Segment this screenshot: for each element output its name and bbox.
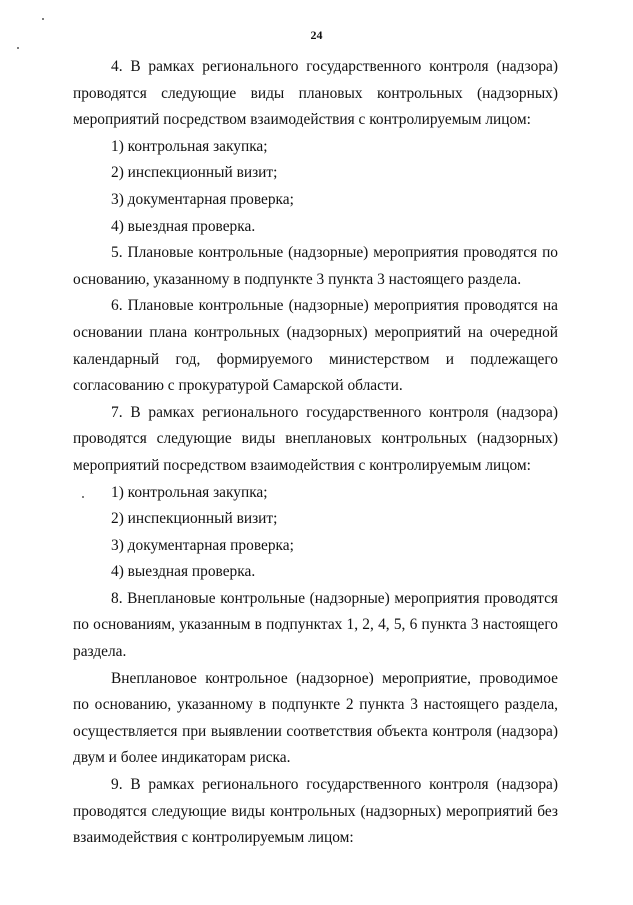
paragraph: 5. Плановые контрольные (надзорные) мероприятия проводятся по основанию, указанному в подпункте 3 пункта 3 настоящего раздела. [73, 244, 558, 288]
list-item: 4) выездная проверка. [111, 217, 256, 235]
paragraph: 8. Внеплановые контрольные (надзорные) мероприятия проводятся по основаниям, указанным в подпунктах 1, 2, 4, 5, 6 пункта 3 настоящего раздела. [73, 589, 558, 661]
list-item: 1) контрольная закупка; [111, 137, 268, 155]
paragraph: Внеплановое контрольное (надзорное) мероприятие, проводимое по основанию, указанному в подпункте 2 пункта 3 настоящего раздела, осуществляется при выявлении соответствия объекта контроля (надзора) двум и более индикаторам риска. [73, 669, 558, 767]
list-item: 3) документарная проверка; [111, 190, 294, 208]
list-item: 1) контрольная закупка; [111, 483, 268, 501]
paragraph: 9. В рамках регионального государственного контроля (надзора) проводятся следующие виды контрольных (надзорных) мероприятий без взаимодействия с контролируемым лицом: [73, 776, 558, 847]
document-body [73, 54, 558, 852]
page-number: 24 [310, 28, 323, 42]
paragraph: 4. В рамках регионального государственного контроля (надзора) проводятся следующие виды плановых контрольных (надзорных) мероприятий посредством взаимодействия с контролируемым лицом: [73, 58, 558, 129]
scan-speck [42, 18, 44, 20]
list-item: 2) инспекционный визит; [111, 510, 278, 528]
list-item: 2) инспекционный визит; [111, 164, 278, 182]
list-item: 3) документарная проверка; [111, 536, 294, 554]
scan-speck [17, 47, 19, 49]
paragraph: 6. Плановые контрольные (надзорные) мероприятия проводятся на основании плана контрольных (надзорных) мероприятий на очередной календарный год, формируемого министерством и подлежащего согласованию с прокуратурой Самарской области. [73, 297, 558, 395]
paragraph: 7. В рамках регионального государственного контроля (надзора) проводятся следующие виды внеплановых контрольных (надзорных) мероприятий посредством взаимодействия с контролируемым лицом: [73, 403, 558, 474]
list-item: 4) выездная проверка. [111, 563, 256, 581]
